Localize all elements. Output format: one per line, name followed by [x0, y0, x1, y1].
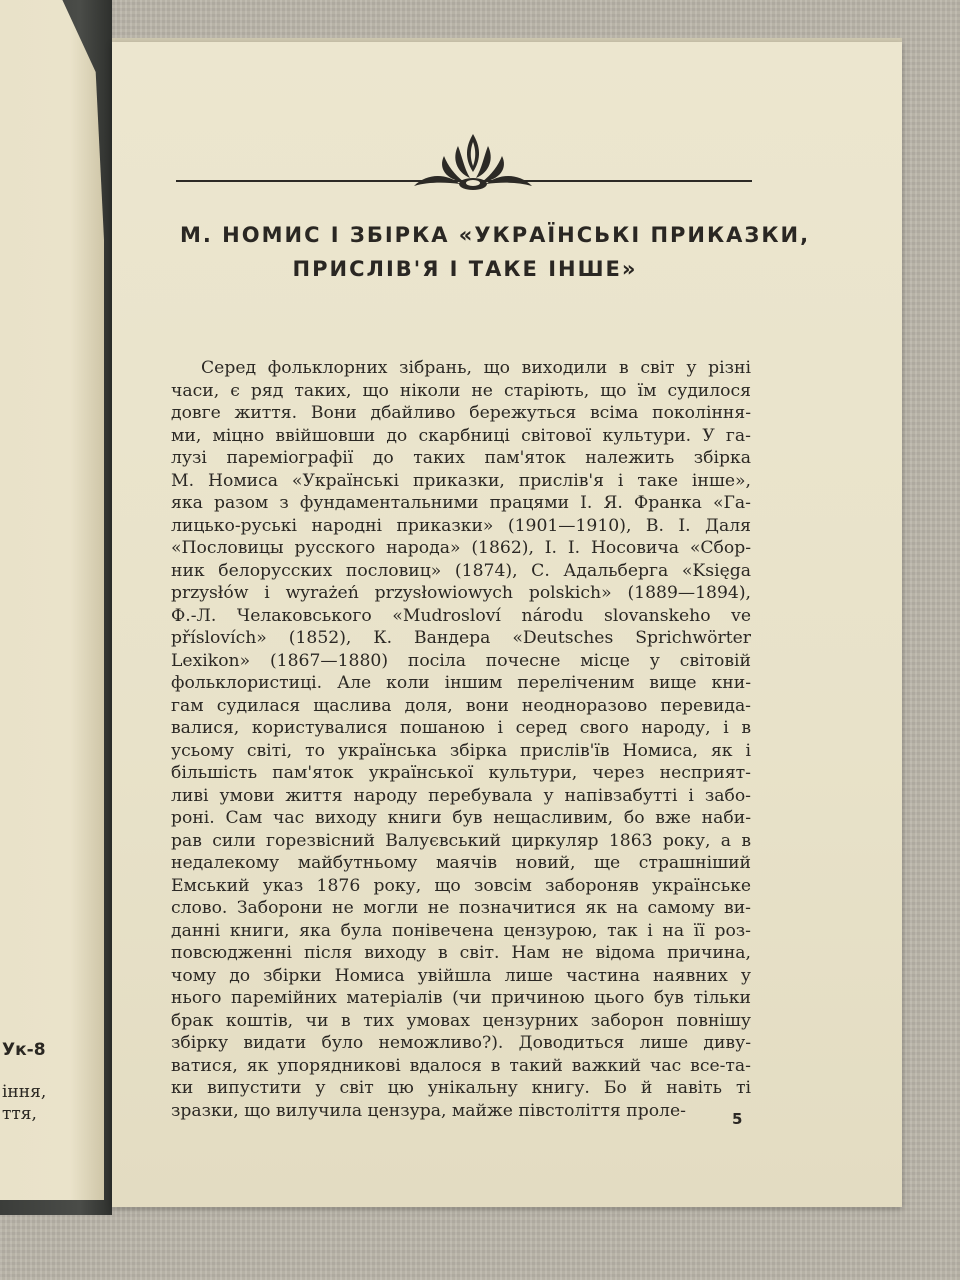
body-text — [171, 357, 751, 1122]
left-page-fragment: Ук-8 — [2, 1040, 46, 1060]
body-line: яка разом з фундаментальними працями І. Я. Франка «Га- — [171, 493, 751, 513]
body-line: Емський указ 1876 року, що зовсім забороняв українське — [171, 875, 751, 896]
body-line: М. Номиса «Українські приказки, прислів'я і таке інше», — [171, 470, 751, 491]
body-line: нього паремійних матеріалів (чи причиною цього був тільки — [171, 988, 751, 1008]
body-line: ливі умови життя народу перебувала у напівзабутті і забо- — [171, 785, 751, 806]
body-line: більшість пам'яток української культури, через несприят- — [171, 763, 751, 783]
body-line: слово. Заборони не могли не позначитися як на самому ви- — [171, 898, 751, 918]
body-line: «Пословицы русского народа» (1862), І. І. Носовича «Сбор- — [171, 538, 751, 558]
left-page-fragment: іння, — [2, 1082, 47, 1102]
body-line: недалекому майбутньому маячів новий, ще страшніший — [171, 853, 751, 873]
body-line: зразки, що вилучила цензура, майже півстоліття проле- — [171, 1100, 686, 1121]
floral-ornament-icon — [408, 128, 538, 196]
body-line: лицько-руські народні приказки» (1901—1910), В. І. Даля — [171, 515, 751, 536]
body-line: ник белорусских пословиц» (1874), С. Адальберга «Księga — [171, 560, 751, 581]
body-line: przysłów i wyrażeń przysłowiowych polskich» (1889—1894), — [171, 583, 751, 603]
chapter-title-line: ПРИСЛІВ'Я І ТАКЕ ІНШЕ» — [292, 257, 638, 281]
left-page-fragment: ття, — [2, 1104, 37, 1124]
body-line: усьому світі, то українська збірка прислів'їв Номиса, як і — [171, 740, 751, 761]
chapter-title — [180, 218, 811, 286]
body-line: ватися, як упорядникові вдалося в такий важкий час все-та- — [171, 1055, 751, 1076]
body-line: ки випустити у світ цю унікальну книгу. Бо й навіть ті — [171, 1078, 751, 1098]
body-line: Ф.-Л. Челаковського «Mudrosloví národu slovanskeho ve — [171, 605, 751, 626]
body-line: данні книги, яка була понівечена цензурою, так і на її роз- — [171, 920, 751, 941]
body-line: брак коштів, чи в тих умовах цензурних заборон повнішу — [171, 1010, 751, 1031]
body-line: Lexikon» (1867—1880) посіла почесне місце у світовій — [171, 650, 751, 671]
body-line: фольклористиці. Але коли іншим переліченим вище кни- — [171, 673, 751, 693]
body-line: рав сили горезвісний Валуєвський циркуляр 1863 року, а в — [171, 830, 751, 851]
body-line: роні. Сам час виходу книги був нещасливим, бо вже наби- — [171, 808, 751, 828]
body-line: чому до збірки Номиса увійшла лише частина наявних у — [171, 965, 751, 986]
body-line: гам судилася щаслива доля, вони неодноразово перевида- — [171, 695, 751, 716]
body-line: příslovích» (1852), К. Вандера «Deutsches Sprichwörter — [171, 628, 751, 648]
body-line: довге життя. Вони дбайливо бережуться всіма покоління- — [171, 403, 751, 423]
page-number: 5 — [732, 1110, 743, 1128]
body-line: збірку видати було неможливо?). Доводиться лише диву- — [171, 1033, 751, 1053]
body-line: повсюдженні після виходу в світ. Нам не відома причина, — [171, 943, 751, 963]
chapter-title-line: М. НОМИС І ЗБІРКА «УКРАЇНСЬКІ ПРИКАЗКИ, — [180, 223, 811, 247]
left-page — [0, 0, 104, 1200]
body-line: Серед фольклорних зібрань, що виходили в світ у різні — [201, 358, 751, 378]
body-line: часи, є ряд таких, що ніколи не старіють, що їм судилося — [171, 380, 751, 401]
body-line: валися, користувалися пошаною і серед свого народу, і в — [171, 718, 751, 738]
body-line: лузі пареміографії до таких пам'яток належить збірка — [171, 448, 751, 468]
body-line: ми, міцно ввійшовши до скарбниці світової культури. У га- — [171, 425, 751, 446]
